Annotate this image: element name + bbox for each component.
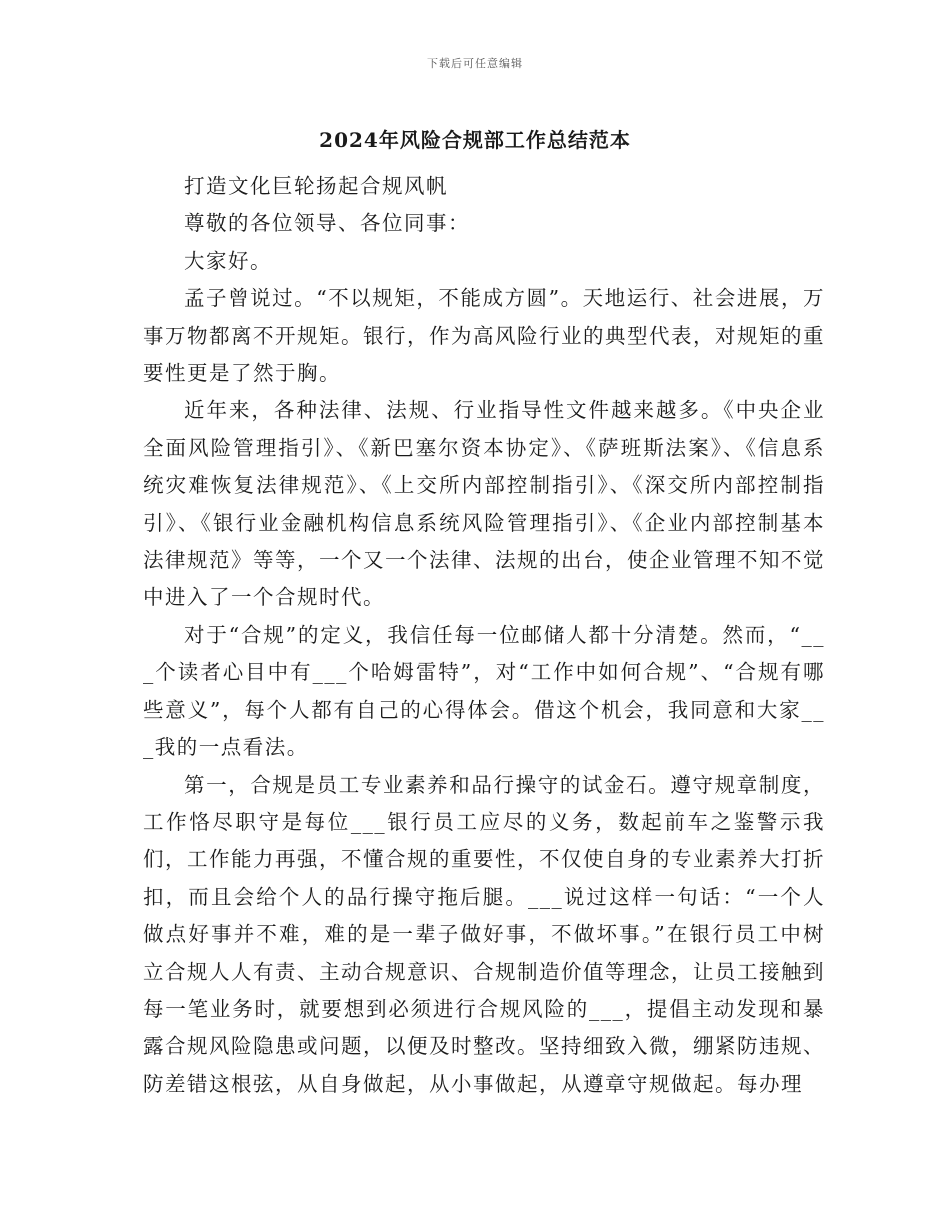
greeting-paragraph: 大家好。 — [184, 248, 272, 273]
page-header: 下载后可任意编辑 — [427, 57, 523, 70]
document-body — [143, 168, 825, 1103]
body-paragraph: 近年来，各种法律、法规、行业指导性文件越来越多。《中央企业全面风险管理指引》、《新巴塞尔资本协定》、《萨班斯法案》、《信息系统灾难恢复法律规范》、《上交所内部控制指引》、《深交所内部控制指引》、《银行业金融机构信息系统风险管理指引》、《企业内部控制基本法律规范》等等，一个又一个法律、法规的出台，使企业管理不知不觉中进入了一个合规时代。 — [143, 398, 825, 610]
body-paragraph: 第一，合规是员工专业素养和品行操守的试金石。遵守规章制度，工作恪尽职守是每位___银行员工应尽的义务，数起前车之鉴警示我们，工作能力再强，不懂合规的重要性，不仅使自身的专业素养大打折扣，而且会给个人的品行操守拖后腿。___说过这样一句话：“一个人做点好事并不难，难的是一辈子做好事，不做坏事。”在银行员工中树立合规人人有责、主动合规意识、合规制造价值等理念，让员工接触到每一笔业务时，就要想到必须进行合规风险的___，提倡主动发现和暴露合规风险隐患或问题，以便及时整改。坚持细致入微，绷紧防违规、防差错这根弦，从自身做起，从小事做起，从遵章守规做起。每办理 — [143, 772, 825, 1096]
subtitle-paragraph: 打造文化巨轮扬起合规风帆 — [184, 174, 448, 198]
body-paragraph: 孟子曾说过。“不以规矩，不能成方圆”。天地运行、社会进展，万事万物都离不开规矩。银行，作为高风险行业的典型代表，对规矩的重要性更是了然于胸。 — [143, 286, 825, 386]
salutation-paragraph: 尊敬的各位领导、各位同事： — [184, 211, 470, 236]
body-paragraph: 对于“合规”的定义，我信任每一位邮储人都十分清楚。然而，“___个读者心目中有___个哈姆雷特”，对“工作中如何合规”、“合规有哪些意义”，每个人都有自己的心得体会。借这个机会，我同意和大家___我的一点看法。 — [143, 622, 825, 760]
document-title: 2024年风险合规部工作总结范本 — [319, 128, 631, 152]
